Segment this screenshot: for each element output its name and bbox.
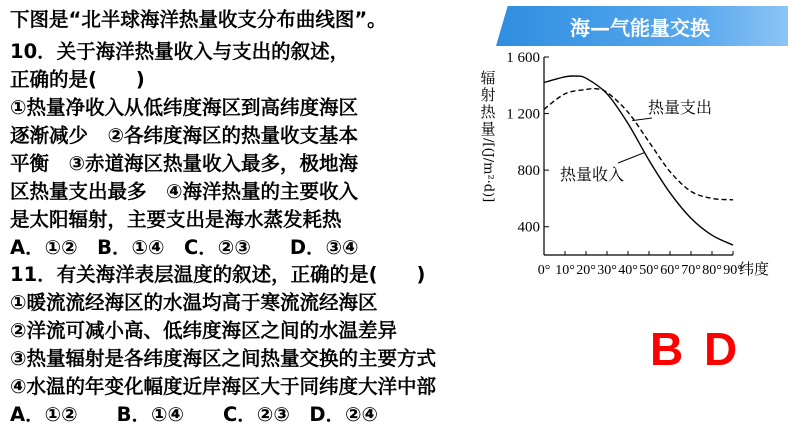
x-axis-label: 纬度 <box>739 262 770 278</box>
q10-stem-line1: 10．关于海洋热量收入与支出的叙述， <box>10 40 350 63</box>
income-leader-line <box>618 152 645 163</box>
y-tick-label: 400 <box>517 219 540 236</box>
y-tick-label: 800 <box>517 163 540 180</box>
q11-statement-line: ①暖流流经海区的水温均高于寒流流经海区 <box>10 291 378 314</box>
x-tick-label: 40° <box>618 263 638 278</box>
intro-text: 下图是“北半球海洋热量收支分布曲线图”。 <box>10 8 387 31</box>
q11-statement-line: ③热量辐射是各纬度海区之间热量交换的主要方式 <box>10 347 437 370</box>
x-tick-label: 0° <box>537 263 551 278</box>
x-tick-label: 90° <box>723 263 743 278</box>
x-tick-label: 70° <box>681 263 701 278</box>
banner-title: 海—气能量交换 <box>570 16 710 40</box>
ylabel-char: 热 <box>480 103 496 121</box>
x-tick-label: 80° <box>702 263 722 278</box>
q11-statement-line: ④水温的年变化幅度近岸海区大于同纬度大洋中部 <box>10 375 437 398</box>
y-tick-label: 1 600 <box>506 50 540 66</box>
q11-stem: 11．有关海洋表层温度的叙述，正确的是( ) <box>10 263 426 286</box>
expenditure-series-label: 热量支出 <box>648 100 713 117</box>
q10-statement-line: 逐渐减少 ②各纬度海区的热量收支基本 <box>10 124 359 147</box>
q10-stem-line2: 正确的是( ) <box>10 68 145 91</box>
x-tick-label: 30° <box>597 263 617 278</box>
q10-statement-line: 平衡 ③赤道海区热量收入最多，极地海 <box>10 152 359 175</box>
ylabel-char: 辐 <box>480 69 496 87</box>
income-series-label: 热量收入 <box>560 167 625 184</box>
y-tick-label: 1 200 <box>506 106 540 123</box>
q10-statement-line: 区热量支出最多 ④海洋热量的主要收入 <box>10 180 359 203</box>
x-tick-label: 60° <box>660 263 680 278</box>
x-tick-label: 50° <box>639 263 659 278</box>
ylabel-char: 量 <box>480 120 496 138</box>
ylabel-unit: /[(J/m²·d)] <box>480 138 496 203</box>
q10-statement-line: 是太阳辐射，主要支出是海水蒸发耗热 <box>10 208 342 231</box>
q11-statement-line: ②洋流可减小高、低纬度海区之间的水温差异 <box>10 319 398 342</box>
x-tick-label: 20° <box>576 263 596 278</box>
expenditure-leader-line <box>632 118 652 121</box>
q10-statement-line: ①热量净收入从低纬度海区到高纬度海区 <box>10 96 359 119</box>
x-tick-label: 10° <box>555 263 575 278</box>
ylabel-char: 射 <box>480 86 496 104</box>
answer-text: B D <box>650 323 742 375</box>
q10-options: A．①② B．①④ C．②③ D．③④ <box>10 236 359 259</box>
q11-options: A．①② B．①④ C．②③ D．②④ <box>10 403 379 426</box>
